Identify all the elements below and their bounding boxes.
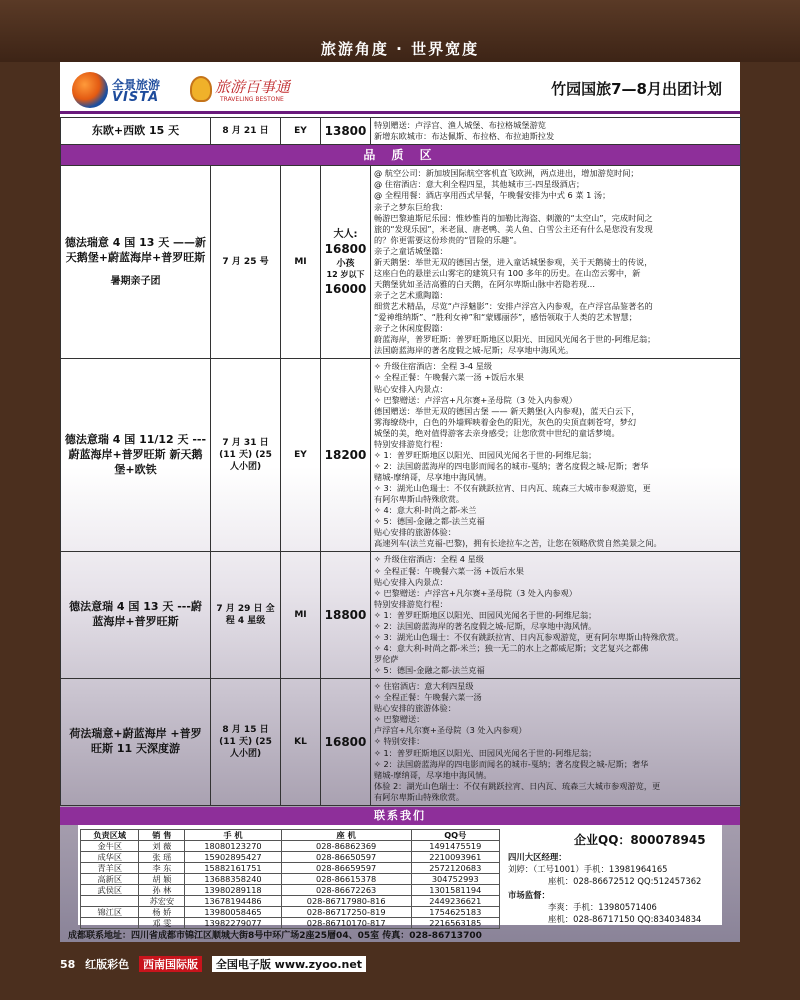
logo-vista-en: VISTA [112,90,160,105]
enterprise-qq: 企业QQ：800078945 [574,833,706,847]
detail-line: 亲子之童话城堡篇： [374,245,448,256]
detail-line: “爱神维纳斯”、“胜利女神”和“蒙娜丽莎”，感悟领取于人类的艺术智慧； [374,312,637,323]
detail-line: 体验 2：湖光山色瑞士：不仅有跳跃拉宵、日内瓦、琉森三大城市参观游览，更 [374,780,661,791]
brand-badge: 西南国际版 [139,956,202,972]
detail-line: ✧ 2：法国蔚蓝海岸的著名度假之城-尼斯，尽享地中海风情。 [374,620,597,631]
mobile-cell: 15882161751 [185,863,281,874]
sales-cell: 苏宏安 [139,896,185,907]
detail-cell [371,679,741,806]
detail-line: @ 住宿酒店：意大利全程四星，其他城市三-四星级酒店； [374,179,585,190]
detail-line: ✧ 住宿酒店：意大利四星级 [374,681,474,692]
date-cell: 7 月 31 日 (11 天) (25 人小团) [211,359,281,552]
date-cell: 7 月 25 号 [211,166,281,359]
price-cell: 18800 [321,552,371,679]
date-cell: 8 月 15 日 (11 天) (25 人小团) [211,679,281,806]
table-row [81,907,500,918]
route-cell: 东欧+西欧 15 天 [61,118,211,145]
detail-line: 特别安排游览行程： [374,598,448,609]
qq-cell: 2216563185 [411,918,499,929]
detail-line: ✧ 4：意大利-时尚之都-米兰 [374,505,477,516]
date-cell: 7 月 29 日 全程 4 星级 [211,552,281,679]
detail-line: 的？你更需要这份珍贵的“冒险的乐趣”。 [374,234,522,245]
page-number: 58 [60,957,76,971]
detail-line: ✧ 巴黎赠送：卢浮宫+凡尔赛+圣母院（3 处入内参观） [374,587,577,598]
table-row [81,852,500,863]
region-cell: 青羊区 [81,863,139,874]
region-cell: 锦江区 [81,907,139,918]
sales-cell: 张 瑶 [139,852,185,863]
detail-line: ✧ 5：德国-金融之都-法兰克福 [374,665,485,676]
detail-line: 亲子之艺术熏陶篇： [374,290,448,300]
detail-line: 罗伦萨 [374,654,399,664]
mobile-cell: 13678194486 [185,896,281,907]
detail-line: ✧ 特别安排： [374,736,425,747]
detail-line: ✧ 3：湖光山色瑞士：不仅有跳跃拉宵、日内瓦参观游览，更有阿尔卑斯山特殊欣赏。 [374,631,684,642]
table-row [61,552,741,679]
section-title: 品 质 区 [61,145,741,166]
detail-line: 赌城-摩纳哥，尽享地中海风情。 [374,769,492,780]
table-header-row [81,830,500,841]
detail-line: 天鹅堡犹如圣洁高雅的白天鹅，在阿尔卑斯山脉中若隐若现… [374,278,596,289]
edition-label: 红版彩色 [85,958,130,971]
contact-title: 联系我们 [60,807,740,825]
route-cell: 德法瑞意 4 国 13 天 ——新天鹅堡+蔚蓝海岸+普罗旺斯 暑期亲子团 [61,166,211,359]
contact-box [78,825,722,928]
mobile-cell: 18080123270 [185,841,281,852]
staff-table [80,829,500,929]
detail-line: ✧ 2：法国蔚蓝海岸的四电影而闻名的城市-戛纳；著名度假之城-尼斯；奢华 [374,460,649,471]
phone-cell: 028-86717980-816 [281,896,411,907]
header [60,62,740,114]
region-cell: 高新区 [81,874,139,885]
detail-line: 蔚蓝海岸，普罗旺斯：普罗旺斯地区以阳光、田园风光闻名于世的-阿维尼翁； [374,334,656,345]
sales-cell: 杨 娇 [139,907,185,918]
detail-line: 旅的“发现乐园”，米老鼠、唐老鸭、美人鱼、白雪公主还有什么是您没有发现 [374,223,653,234]
market-title: 市场监督： [508,890,550,900]
contact-address: 成都联系地址：四川省成都市锦江区顺城大街8号中环广场2座25層04、05室 传真：028-86713700 [68,931,482,941]
detail-line: 这座白色的悬崖云山雾宅的建筑只有 100 多年的历史。在山峦云雾中，新 [374,267,641,278]
detail-line: 特别赠送：卢浮宫、渔人城堡、布拉格城堡游览 [374,120,546,130]
detail-line: ✧ 全程正餐：午晚餐六菜一汤 +饭后水果 [374,565,524,576]
plan-title: 竹园国旅7—8月出团计划 [551,80,722,98]
qq-cell: 1754625183 [411,907,499,918]
airline-cell: KL [281,679,321,806]
sales-cell: 李 东 [139,863,185,874]
table-row [81,918,500,929]
detail-line: 特别安排游览行程： [374,438,448,449]
detail-line: ✧ 5：德国-金融之都-法兰克福 [374,516,485,527]
manager-title: 四川大区经理： [508,852,567,862]
airline-cell: MI [281,552,321,679]
column-header: 销 售 [139,830,185,841]
mobile-cell: 13688358240 [185,874,281,885]
qq-cell: 2572120683 [411,863,499,874]
footer [60,956,740,974]
detail-line: 有阿尔卑斯山特殊欣赏。 [374,494,465,505]
detail-line: ✧ 升级住宿酒店：全程 4 星级 [374,554,484,565]
detail-line: ✧ 全程正餐：午晚餐六菜一汤 +饭后水果 [374,372,524,383]
tour-tag: 暑期亲子团 [110,276,161,288]
detail-line: ✧ 4：意大利-时尚之都-米兰；独一无二的水上之都威尼斯；文艺复兴之都佛 [374,642,649,653]
detail-line: 新增东欧城市：布达佩斯、布拉格、布拉迪斯拉发 [374,131,555,142]
qq-cell: 1301581194 [411,885,499,896]
phone-cell: 028-86650597 [281,852,411,863]
page-sheet [60,62,740,942]
table-row [81,874,500,885]
table-row [61,679,741,806]
table-row [61,359,741,552]
table-row [81,885,500,896]
table-row [81,863,500,874]
section-bar [61,145,741,166]
table-row [61,118,741,145]
detail-line: 赌城-摩纳哥，尽享地中海风情。 [374,472,492,482]
region-cell [81,896,139,907]
detail-cell [371,552,741,679]
detail-line: 法国蔚蓝海岸的著名度假之城-尼斯；尽享地中海风光。 [374,345,574,356]
phone-cell: 028-86710170-817 [281,918,411,929]
phone-cell: 028-86862369 [281,841,411,852]
detail-line: 高速列车(法兰克福-巴黎)，拥有长途拉车之苦，让您在领略欣赏自然美景之间。 [374,538,662,549]
detail-line: ✧ 2：法国蔚蓝海岸的四电影而闻名的城市-戛纳；著名度假之城-尼斯；奢华 [374,758,649,769]
detail-line: @ 全程用餐：酒店享用西式早餐，午晚餐安排为中式 6 菜 1 汤； [374,190,611,201]
column-header: 手 机 [185,830,281,841]
detail-line: ✧ 全程正餐：午晚餐六菜一汤 [374,692,482,703]
detail-cell [371,359,741,552]
table-row [81,841,500,852]
column-header: 座 机 [281,830,411,841]
detail-line: 雾海缭绕中，白色的外墙辉映着金色的阳光，灰色的尖顶直刺苍穹，梦幻 [374,416,637,427]
market-line: 座机：028-86717150 QQ:834034834 [548,914,702,924]
tour-table [60,117,741,806]
route-cell: 德法意瑞 4 国 13 天 ---蔚蓝海岸+普罗旺斯 [61,552,211,679]
website-label: 全国电子版 www.zyoo.net [212,956,366,972]
detail-line: 畅游巴黎迪斯尼乐园：惟妙惟肖的加勒比海盗、刺激的“太空山”，完成时间之 [374,212,653,223]
mascot-logo-icon [190,76,212,102]
table-row [61,166,741,359]
manager-line: 刘婷：（工号1001）手机：13981964165 [508,864,668,874]
detail-line: ✧ 1：普罗旺斯地区以阳光、田园风光闻名于世的-阿维尼翁； [374,747,597,758]
phone-cell: 028-86659597 [281,863,411,874]
detail-line: 有阿尔卑斯山特殊欣赏。 [374,791,465,802]
detail-line: ✧ 1：普罗旺斯地区以阳光、田园风光闻名于世的-阿维尼翁； [374,449,597,460]
detail-cell [371,166,741,359]
detail-line: @ 航空公司：新加坡国际航空客机直飞欧洲，两点进出，增加游览时间； [374,168,639,179]
detail-line: 贴心安排入内景点： [374,383,448,394]
qq-cell: 2210093961 [411,852,499,863]
airline-cell: MI [281,166,321,359]
qq-cell: 2449236621 [411,896,499,907]
region-cell: 金牛区 [81,841,139,852]
detail-line: 贴心安排入内景点： [374,576,448,587]
region-cell: 武侯区 [81,885,139,896]
detail-line: 细赏艺术精品，尽览“卢浮魅影”：安排卢浮宫入内参观，在卢浮宫品鉴著名的 [374,301,653,312]
date-cell: 8 月 21 日 [211,118,281,145]
column-header: QQ号 [411,830,499,841]
qq-cell: 304752993 [411,874,499,885]
market-line: 李爽：手机：13980571406 [548,902,657,912]
qq-cell: 1491475519 [411,841,499,852]
detail-line: 贴心安排的旅游体验： [374,527,456,538]
route-cell: 德法意瑞 4 国 11/12 天 ---蔚蓝海岸+普罗旺斯 新天鹅堡+欧铁 [61,359,211,552]
detail-line: 卢浮宫+凡尔赛+圣母院（3 处入内参观） [374,725,527,736]
detail-line: 德国赠送：举世无双的德国古堡 —— 新天鹅堡(入内参观)，蓝天白云下， [374,405,640,416]
sales-cell: 刘 薇 [139,841,185,852]
logo-bestone-en: TRAVELING BESTONE [220,96,284,103]
globe-logo-icon [72,72,108,108]
price-cell: 13800 [321,118,371,145]
detail-line: 亲子之休闲度假篇： [374,323,448,334]
sales-cell: 孙 林 [139,885,185,896]
price-cell: 18200 [321,359,371,552]
region-cell [81,918,139,929]
mobile-cell: 15902895427 [185,852,281,863]
manager-line: 座机：028-86672512 QQ:512457362 [548,876,702,886]
price-cell: 大人: 16800 小孩 12 岁以下 16000 [321,166,371,359]
phone-cell: 028-86717250-819 [281,907,411,918]
detail-cell [371,118,741,145]
detail-line: ✧ 升级住宿酒店：全程 3-4 星级 [374,361,493,372]
mobile-cell: 13982279077 [185,918,281,929]
detail-line: 新天鹅堡：举世无双的德国古堡，进入童话城堡参观，关于天鹅骑士的传说， [374,256,653,267]
price-cell: 16800 [321,679,371,806]
region-cell: 成华区 [81,852,139,863]
detail-line: ✧ 1：普罗旺斯地区以阳光、田园风光闻名于世的-阿维尼翁； [374,609,597,620]
phone-cell: 028-86615378 [281,874,411,885]
detail-line: 贴心安排的旅游体验： [374,703,456,714]
logo-bestone-cn: 旅游百事通 [215,78,291,96]
route-cell: 荷法瑞意+蔚蓝海岸 +普罗旺斯 11 天深度游 [61,679,211,806]
detail-line: ✧ 巴黎赠送： [374,714,425,725]
detail-line: ✧ 巴黎赠送：卢浮宫+凡尔赛+圣母院（3 处入内参观） [374,394,577,405]
detail-line: 亲子之梦东巨给我： [374,201,448,212]
mobile-cell: 13980289118 [185,885,281,896]
slogan: 旅游角度 · 世界宽度 [320,40,480,58]
column-header: 负责区域 [81,830,139,841]
detail-line: 城堡的美，绝对值得游客去亲身感受；让您欣赏中世纪的童话梦境。 [374,427,620,438]
table-row [81,896,500,907]
logo-vista-cn: 全景旅游 [112,78,161,92]
sales-cell: 胡 颖 [139,874,185,885]
airline-cell: EY [281,118,321,145]
phone-cell: 028-86672263 [281,885,411,896]
sales-cell: 邓 雯 [139,918,185,929]
airline-cell: EY [281,359,321,552]
detail-line: ✧ 3：湖光山色瑞士：不仅有跳跃拉宵、日内瓦、琉森三大城市参观游览，更 [374,483,651,494]
mobile-cell: 13980058465 [185,907,281,918]
